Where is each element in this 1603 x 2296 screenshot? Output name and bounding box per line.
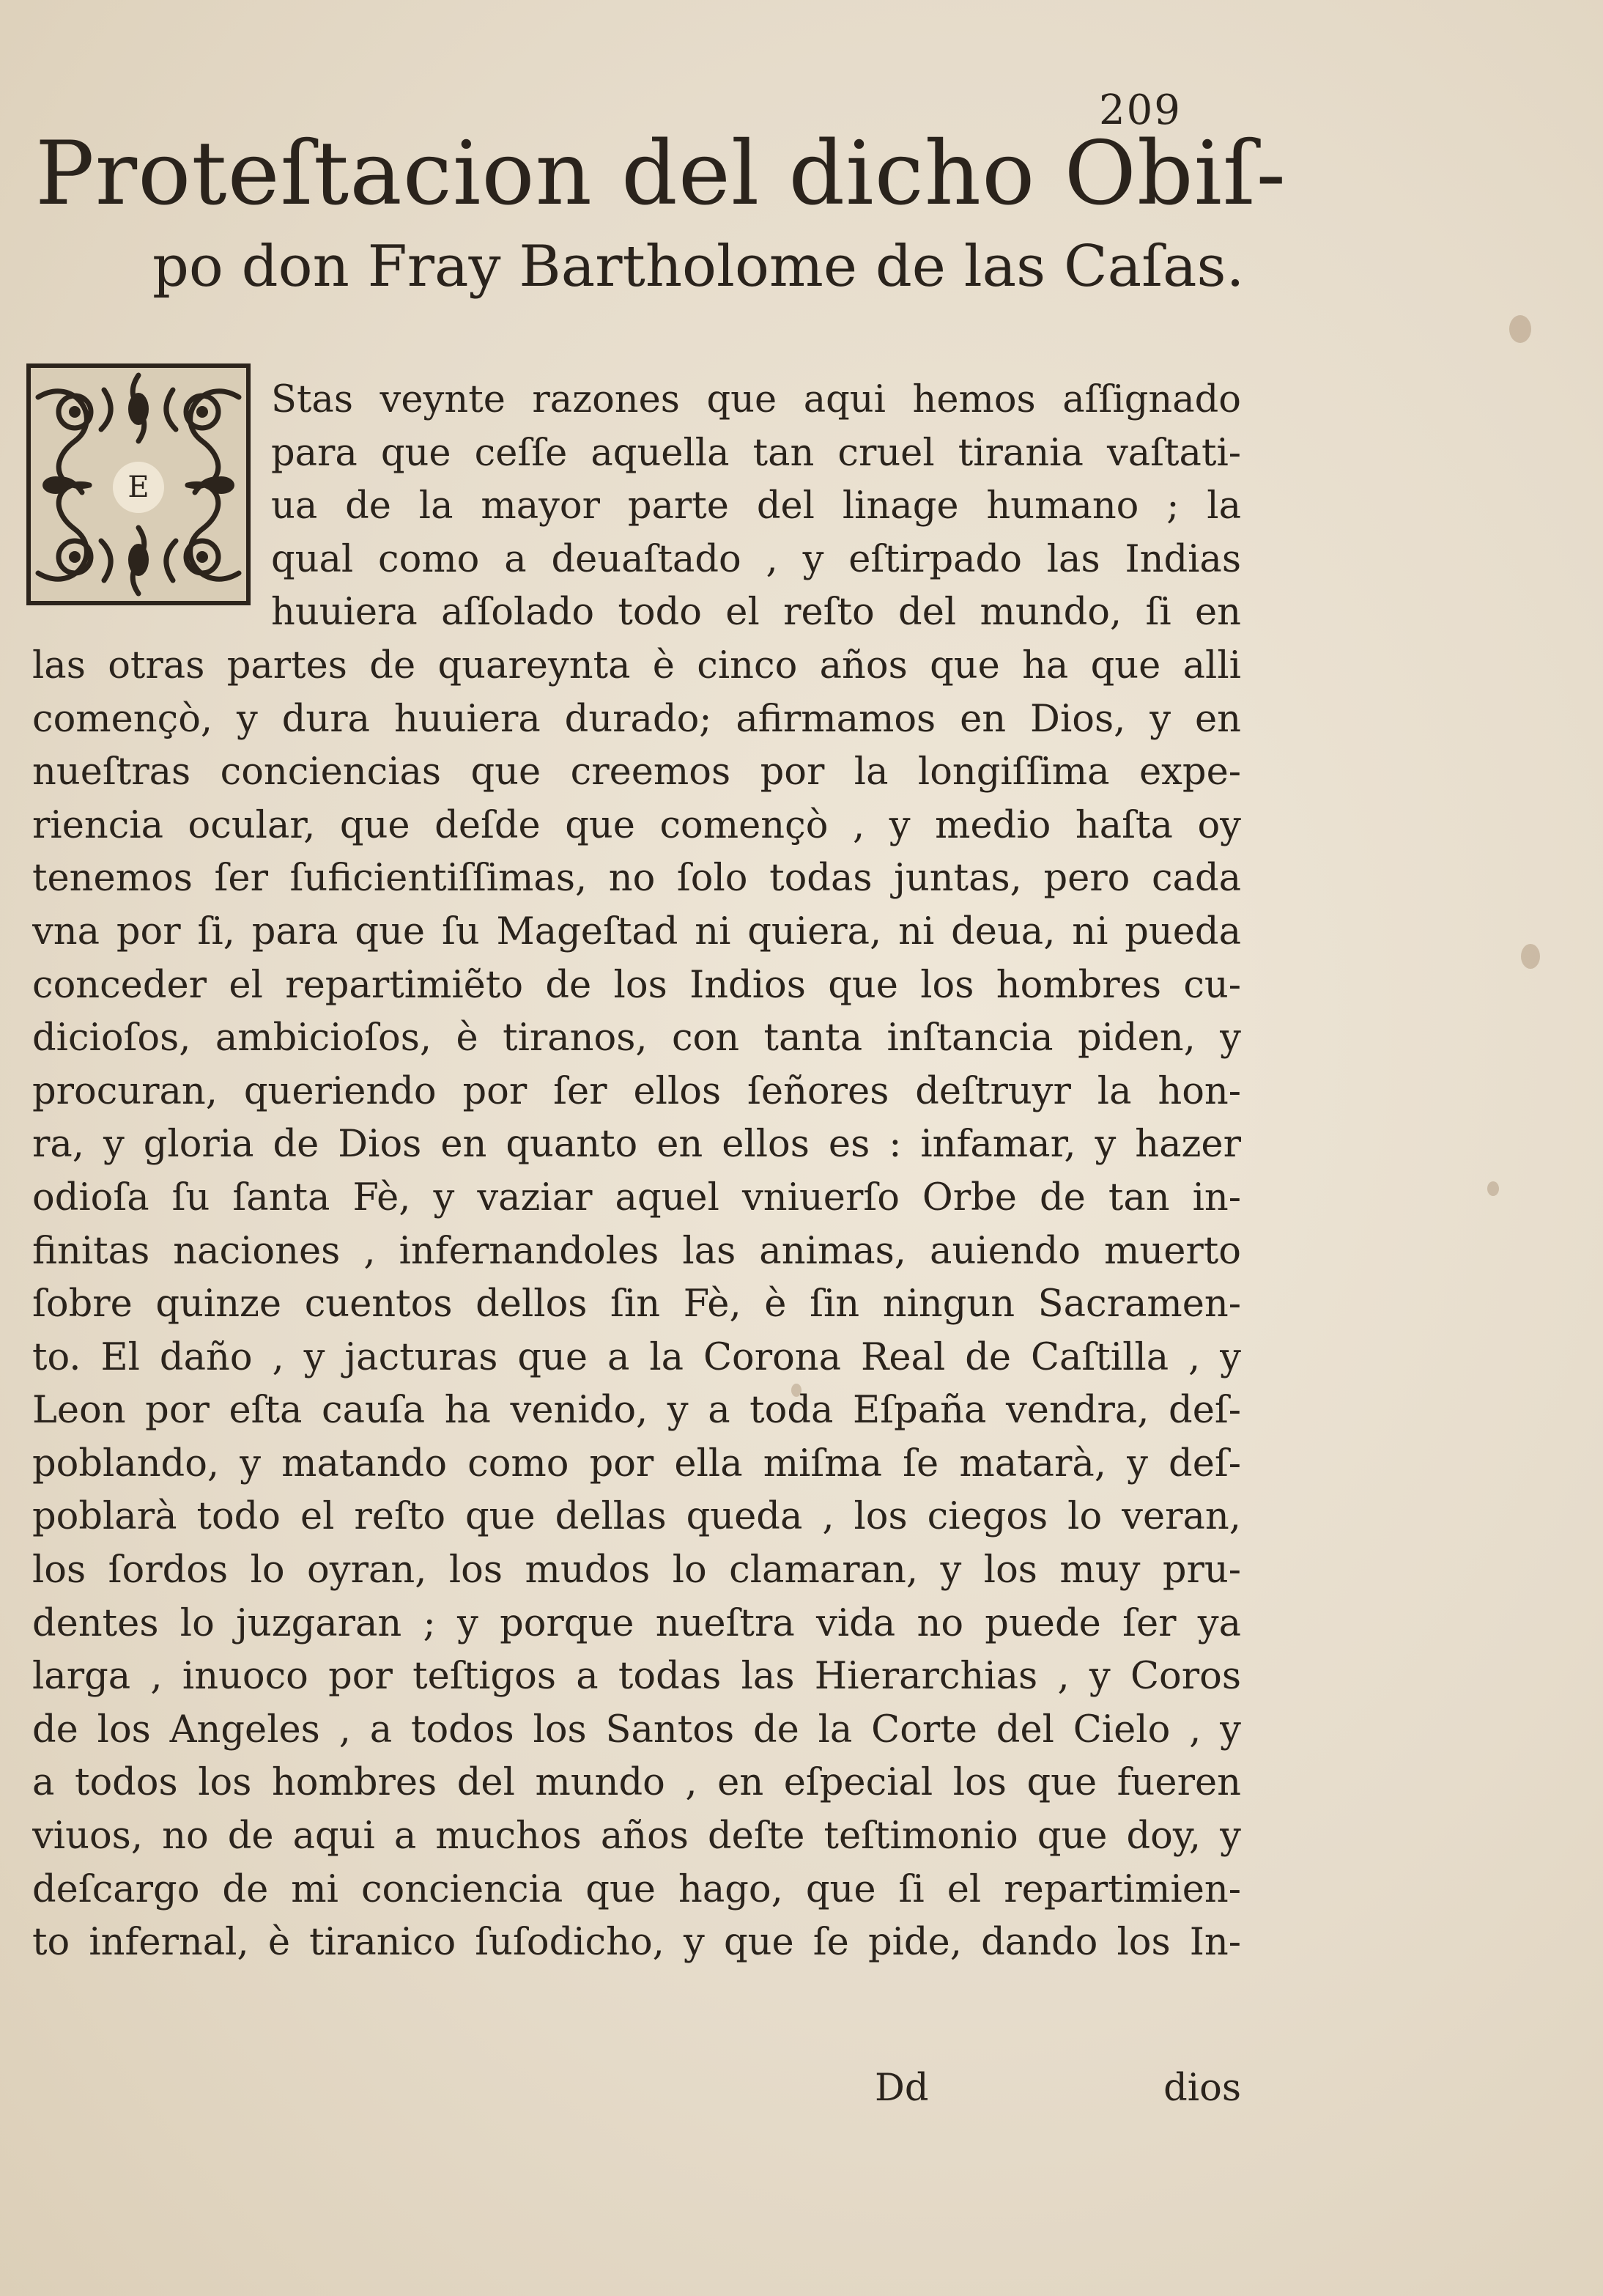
- text-line: tenemos ſer ſuficientiſſimas, no ſolo todas juntas, pero cada: [32, 857, 1241, 901]
- text-line: nueſtras conciencias que creemos por la longiſſima expe-: [32, 750, 1241, 794]
- text-line: de los Angeles , a todos los Santos de la Corte del Cielo , y: [32, 1708, 1241, 1751]
- signature-mark: Dd: [875, 2067, 929, 2110]
- page-number: 209: [1099, 86, 1182, 134]
- catchword: dios: [1163, 2067, 1241, 2110]
- text-line: finitas naciones , infernandoles las animas, auiendo muerto: [32, 1229, 1241, 1273]
- initial-letter: E: [113, 462, 164, 513]
- text-line: to infernal, è tiranico ſuſodicho, y que ſe pide, dando los In-: [32, 1921, 1241, 1965]
- page-footer: [32, 2062, 1241, 2115]
- text-line: començò, y dura huuiera durado; afirmamos en Dios, y en: [32, 697, 1241, 741]
- text-line: Stas veynte razones que aqui hemos aſſignado: [271, 378, 1241, 421]
- title-line: Proteſtacion del dicho Obiſ-: [35, 123, 1287, 225]
- text-line: a todos los hombres del mundo , en eſpecial los que fueren: [32, 1761, 1241, 1805]
- body-text: [32, 374, 1241, 1970]
- text-line: conceder el repartimiẽto de los Indios que los hombres cu-: [32, 963, 1241, 1007]
- text-line: odioſa ſu ſanta Fè, y vaziar aquel vniuerſo Orbe de tan in-: [32, 1175, 1241, 1219]
- text-line: larga , inuoco por teſtigos a todas las Hierarchias , y Coros: [32, 1655, 1241, 1699]
- text-line: Leon por eſta cauſa ha venido, y a toda Eſpaña vendra, deſ-: [32, 1389, 1241, 1433]
- chapter-title: [35, 123, 1287, 302]
- text-line: los ſordos lo oyran, los mudos lo clamaran, y los muy pru-: [32, 1548, 1241, 1592]
- text-line: procuran, queriendo por ſer ellos ſeñores deſtruyr la hon-: [32, 1069, 1241, 1113]
- paper-stain: [1509, 315, 1531, 343]
- text-line: para que ceſſe aquella tan cruel tirania vaſtati-: [271, 431, 1241, 475]
- paper-stain: [1521, 944, 1540, 969]
- title-line: po don Fray Bartholome de las Caſas.: [152, 234, 1245, 300]
- paper-stain: [1487, 1181, 1499, 1196]
- text-line: to. El daño , y jacturas que a la Corona Real de Caſtilla , y: [32, 1335, 1241, 1379]
- text-line: dicioſos, ambicioſos, è tiranos, con tanta inſtancia piden, y: [32, 1016, 1241, 1060]
- text-line: deſcargo de mi conciencia que hago, que ſi el repartimien-: [32, 1867, 1241, 1911]
- text-line: poblando, y matando como por ella miſma ſe matarà, y deſ-: [32, 1442, 1241, 1485]
- text-line: huuiera aſſolado todo el reſto del mundo, ſi en: [271, 591, 1241, 635]
- text-line: riencia ocular, que deſde que començò , y medio haſta oy: [32, 803, 1241, 847]
- text-line: viuos, no de aqui a muchos años deſte teſtimonio que doy, y: [32, 1815, 1241, 1858]
- text-line: poblarà todo el reſto que dellas queda , los ciegos lo veran,: [32, 1495, 1241, 1539]
- text-line: ua de la mayor parte del linage humano ; la: [271, 484, 1241, 528]
- text-line: ra, y gloria de Dios en quanto en ellos es : infamar, y hazer: [32, 1123, 1241, 1167]
- text-line: las otras partes de quareynta è cinco años que ha que alli: [32, 643, 1241, 687]
- text-line: vna por ſi, para que ſu Mageſtad ni quiera, ni deua, ni pueda: [32, 909, 1241, 953]
- text-line: ſobre quinze cuentos dellos ſin Fè, è ſin ningun Sacramen-: [32, 1282, 1241, 1326]
- text-line: dentes lo juzgaran ; y porque nueſtra vida no puede ſer ya: [32, 1601, 1241, 1645]
- text-line: qual como a deuaſtado , y eſtirpado las Indias: [271, 537, 1241, 581]
